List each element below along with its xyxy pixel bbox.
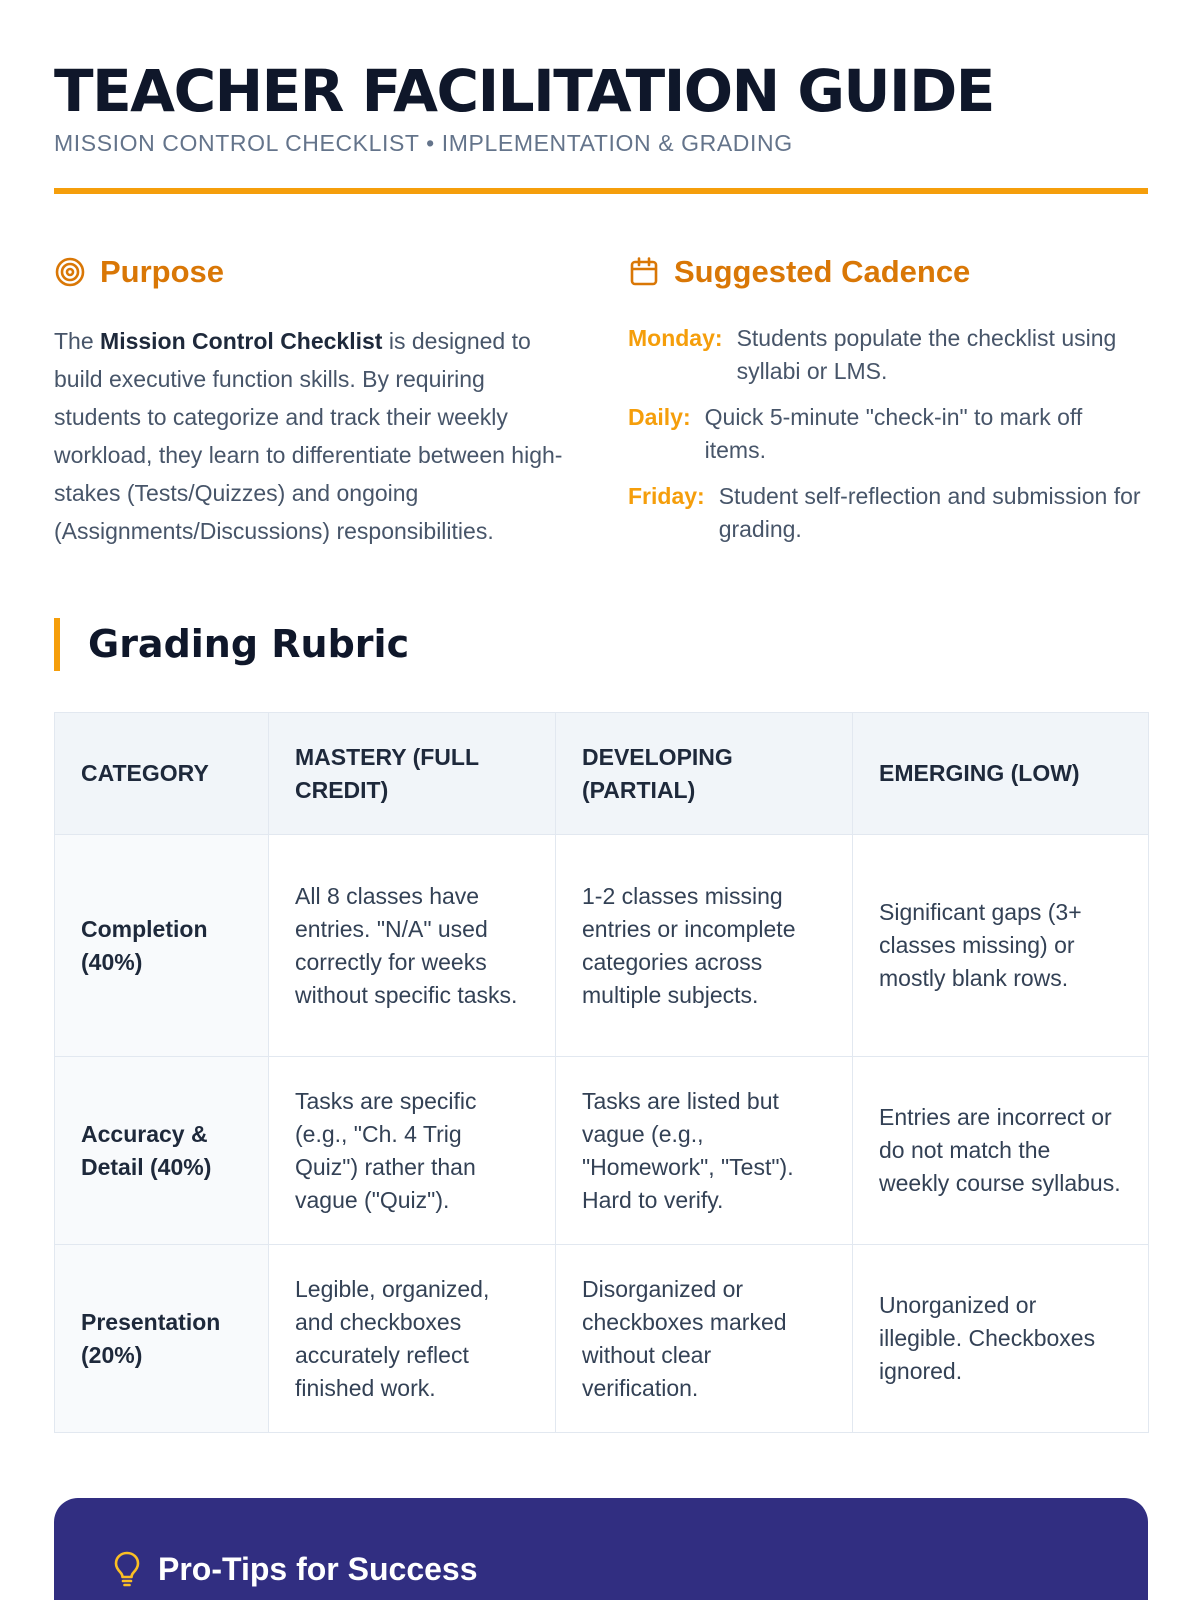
lightbulb-icon [112,1550,142,1588]
emerging-cell: Unorganized or illegible. Checkboxes ignored. [853,1245,1149,1433]
cadence-heading [628,250,970,294]
column-header-developing: DEVELOPING (PARTIAL) [556,713,853,835]
pro-tips-heading-label: Pro-Tips for Success [158,1550,478,1587]
column-header-mastery: MASTERY (FULL CREDIT) [269,713,556,835]
page-subtitle: MISSION CONTROL CHECKLIST • IMPLEMENTATION & GRADING [54,130,793,156]
cadence-desc: Student self-reflection and submission for grading. [718,483,1141,542]
purpose-text-intro: The [54,328,101,354]
calendar-icon [628,256,660,288]
purpose-heading [54,250,224,294]
pro-tips-panel [54,1498,1148,1600]
table-row [55,835,1149,1057]
grading-rubric-table [54,712,1149,1433]
purpose-text-body: is designed to build executive function skills. By requiring students to categorize and track their weekly workload, they learn to differentiate between high-stakes (Tests/Quizzes) and ongoing (Assignments/Discussions) responsibilities. [54,328,563,544]
category-cell: Presentation (20%) [55,1245,269,1433]
cadence-day: Monday: [628,325,723,351]
mastery-cell: Legible, organized, and checkboxes accurately reflect finished work. [269,1245,556,1433]
purpose-text-emphasis: Mission Control Checklist [100,328,383,354]
pro-tips-heading [112,1550,478,1588]
column-header-emerging: EMERGING (LOW) [853,713,1149,835]
cadence-item-daily [628,401,1148,467]
developing-cell: Tasks are listed but vague (e.g., "Homework", "Test"). Hard to verify. [556,1057,853,1245]
rubric-heading: Grading Rubric [88,622,410,666]
mastery-cell: All 8 classes have entries. "N/A" used correctly for weeks without specific tasks. [269,835,556,1057]
emerging-cell: Entries are incorrect or do not match the weekly course syllabus. [853,1057,1149,1245]
developing-cell: 1-2 classes missing entries or incomplete categories across multiple subjects. [556,835,853,1057]
title-divider [54,188,1148,194]
cadence-item-monday [628,322,1148,388]
table-row [55,1245,1149,1433]
cadence-list [628,322,1148,559]
target-icon [54,256,86,288]
cadence-heading-label: Suggested Cadence [674,254,971,289]
cadence-desc: Quick 5-minute "check-in" to mark off items. [704,404,1083,463]
table-row [55,1057,1149,1245]
column-header-category: CATEGORY [55,713,269,835]
purpose-heading-label: Purpose [100,254,225,289]
category-cell: Completion (40%) [55,835,269,1057]
cadence-desc: Students populate the checklist using syllabi or LMS. [736,325,1117,384]
cadence-day: Daily: [628,404,691,430]
emerging-cell: Significant gaps (3+ classes missing) or mostly blank rows. [853,835,1149,1057]
cadence-item-friday [628,480,1148,546]
category-cell: Accuracy & Detail (40%) [55,1057,269,1245]
mastery-cell: Tasks are specific (e.g., "Ch. 4 Trig Quiz") rather than vague ("Quiz"). [269,1057,556,1245]
purpose-text [54,322,574,550]
developing-cell: Disorganized or checkboxes marked without clear verification. [556,1245,853,1433]
cadence-day: Friday: [628,483,705,509]
rubric-accent-bar [54,618,60,671]
page-title: TEACHER FACILITATION GUIDE [54,57,994,125]
table-header-row [55,713,1149,835]
